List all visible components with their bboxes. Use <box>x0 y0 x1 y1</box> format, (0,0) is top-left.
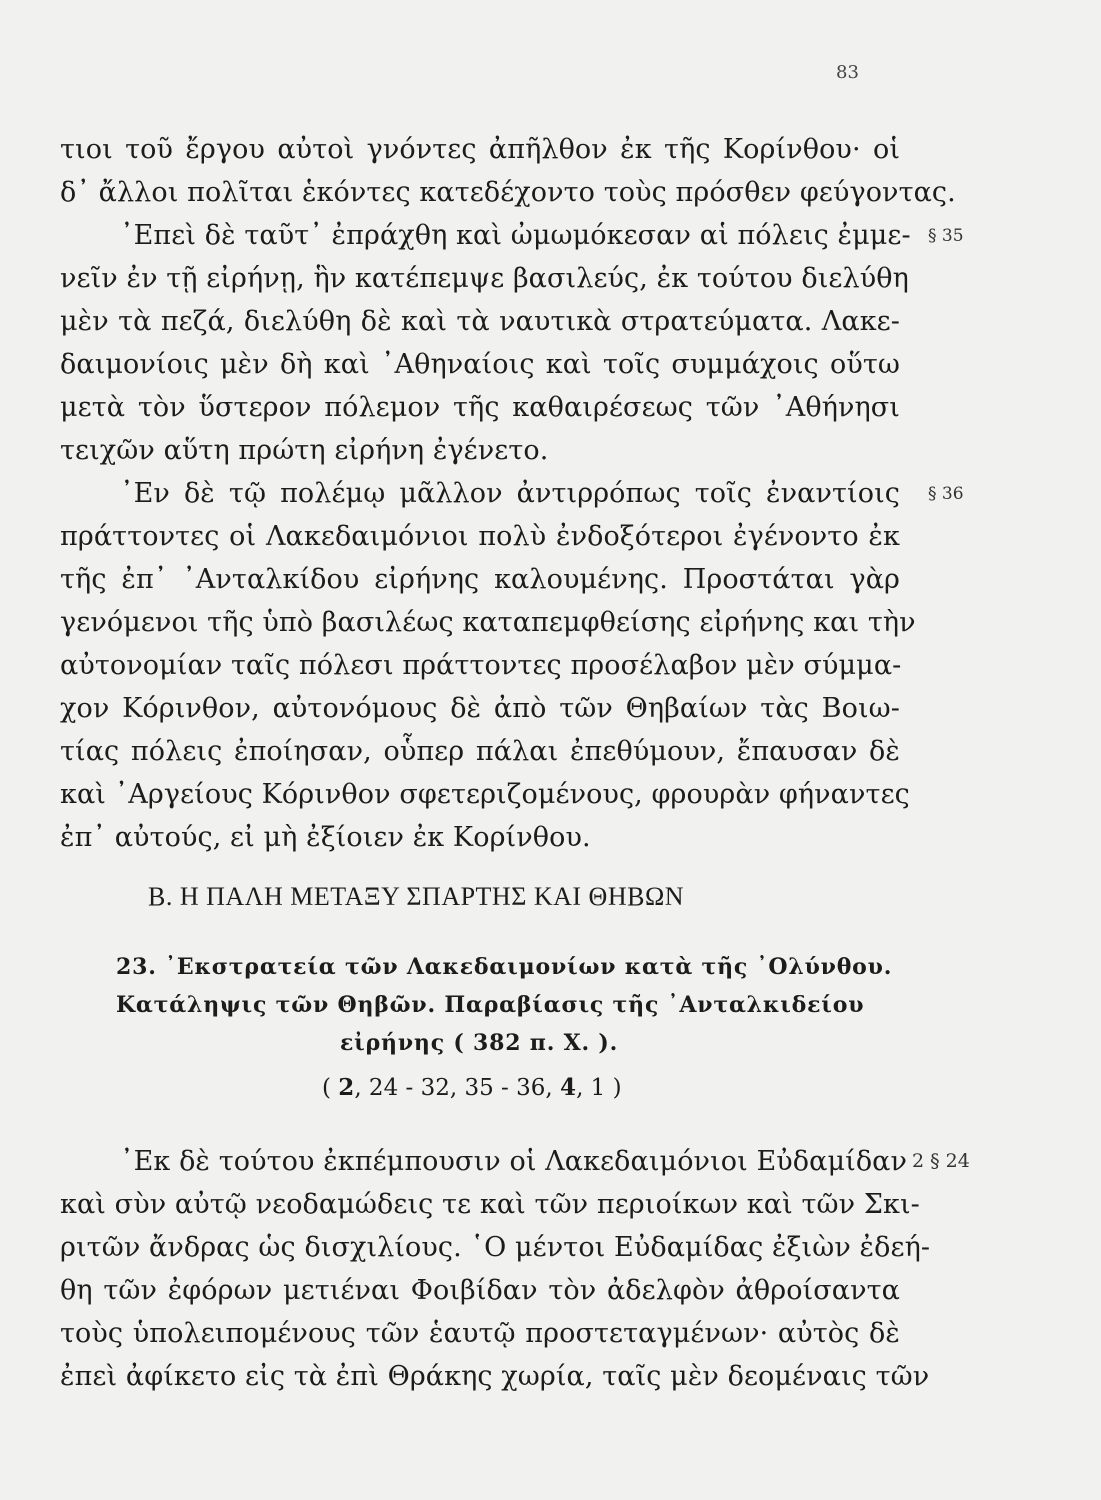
text-line: δ᾽ ἄλλοι πολῖται ἑκόντες κατεδέχοντο τοὺς πρόσθεν φεύγοντας. <box>60 177 956 208</box>
text-line: καὶ σὺν αὐτῷ νεοδαμώδεις τε καὶ τῶν περιοίκων καὶ τῶν Σκι- <box>60 1189 920 1220</box>
text-line: θη τῶν ἐφόρων μετιέναι Φοιβίδαν τὸν ἀδελφὸν ἀθροίσαντα <box>60 1275 900 1306</box>
section-heading: Β. Η ΠΑΛΗ ΜΕΤΑΞΥ ΣΠΑΡΤΗΣ ΚΑΙ ΘΗΒΩΝ <box>148 882 685 911</box>
text-line: αὐτονομίαν ταῖς πόλεσι πράττοντες προσέλαβον μὲν σύμμα- <box>60 650 902 681</box>
text-line: ᾽Εκ δὲ τούτου ἐκπέμπουσιν οἱ Λακεδαιμόνιοι Εὐδαμίδαν <box>120 1146 908 1177</box>
text-line: τοὺς ὑπολειπομένους τῶν ἑαυτῷ προστεταγμένων· αὐτὸς δὲ <box>60 1318 900 1349</box>
text-line: τιοι τοῦ ἔργου αὐτοὶ γνόντες ἀπῆλθον ἐκ τῆς Κορίνθου· οἱ <box>60 134 900 165</box>
text-line: γενόμενοι τῆς ὑπὸ βασιλέως καταπεμφθείσης εἰρήνης και τὴν <box>60 607 916 638</box>
text-line: μετὰ τὸν ὕστερον πόλεμον τῆς καθαιρέσεως τῶν ᾽Αθήνησι <box>60 392 900 423</box>
text-line: τῆς ἐπ᾽ ᾽Ανταλκίδου εἰρήνης καλουμένης. Προστάται γὰρ <box>60 564 900 595</box>
text-line: ᾽Εν δὲ τῷ πολέμῳ μᾶλλον ἀντιρρόπως τοῖς ἐναντίοις <box>120 478 900 509</box>
text-line: μὲν τὰ πεζά, διελύθη δὲ καὶ τὰ ναυτικὰ στρατεύματα. Λακε- <box>60 306 900 337</box>
text-line: νεῖν ἐν τῇ εἰρήνῃ, ἣν κατέπεμψε βασιλεύς, ἐκ τούτου διελύθη <box>60 263 909 294</box>
chapter-title-line-3: εἰρήνης ( 382 π. Χ. ). <box>340 1030 619 1056</box>
text-line: πράττοντες οἱ Λακεδαιμόνιοι πολὺ ἐνδοξότεροι ἐγένοντο ἐκ <box>60 521 900 552</box>
chapter-title-line-1: 23. ᾽Εκστρατεία τῶν Λακεδαιμονίων κατὰ τῆς ᾽Ολύνθου. <box>116 954 893 980</box>
source-reference <box>322 1074 622 1101</box>
text-line: ἐπ᾽ αὐτούς, εἰ μὴ ἐξίοιεν ἐκ Κορίνθου. <box>60 822 591 853</box>
text-line: ριτῶν ἄνδρας ὡς δισχιλίους. ῾Ο μέντοι Εὐδαμίδας ἐξιὼν ἐδεή- <box>60 1232 931 1263</box>
page-number: 83 <box>836 62 859 83</box>
source-ref-book: 4 <box>560 1074 577 1101</box>
text-line: χον Κόρινθον, αὐτονόμους δὲ ἀπὸ τῶν Θηβαίων τὰς Βοιω- <box>60 693 900 724</box>
text-line: τίας πόλεις ἐποίησαν, οὗπερ πάλαι ἐπεθύμουν, ἔπαυσαν δὲ <box>60 736 900 767</box>
source-ref-book: 2 <box>338 1074 355 1101</box>
text-line: τειχῶν αὕτη πρώτη εἰρήνη ἐγένετο. <box>60 435 549 466</box>
section-mark: § 36 <box>928 484 964 504</box>
source-ref-ranges: , 24 - 32, 35 - 36, <box>354 1075 561 1101</box>
margin-reference: 2 § 24 <box>912 1150 970 1172</box>
text-line: καὶ ᾽Αργείους Κόρινθον σφετεριζομένους, φρουρὰν φήναντες <box>60 779 910 810</box>
section-mark: § 35 <box>928 226 964 246</box>
source-ref-close: , 1 ) <box>576 1075 622 1101</box>
chapter-title-line-2: Κατάληψις τῶν Θηβῶν. Παραβίασις τῆς ᾽Ανταλκιδείου <box>116 992 865 1018</box>
text-line: ἐπεὶ ἀφίκετο εἰς τὰ ἐπὶ Θράκης χωρία, ταῖς μὲν δεομέναις τῶν <box>60 1361 930 1392</box>
source-ref-open: ( <box>322 1075 339 1101</box>
text-line: δαιμονίοις μὲν δὴ καὶ ᾽Αθηναίοις καὶ τοῖς συμμάχοις οὕτω <box>60 349 900 380</box>
text-line: ᾽Επεὶ δὲ ταῦτ᾽ ἐπράχθη καὶ ὠμωμόκεσαν αἱ πόλεις ἐμμε- <box>120 220 911 251</box>
